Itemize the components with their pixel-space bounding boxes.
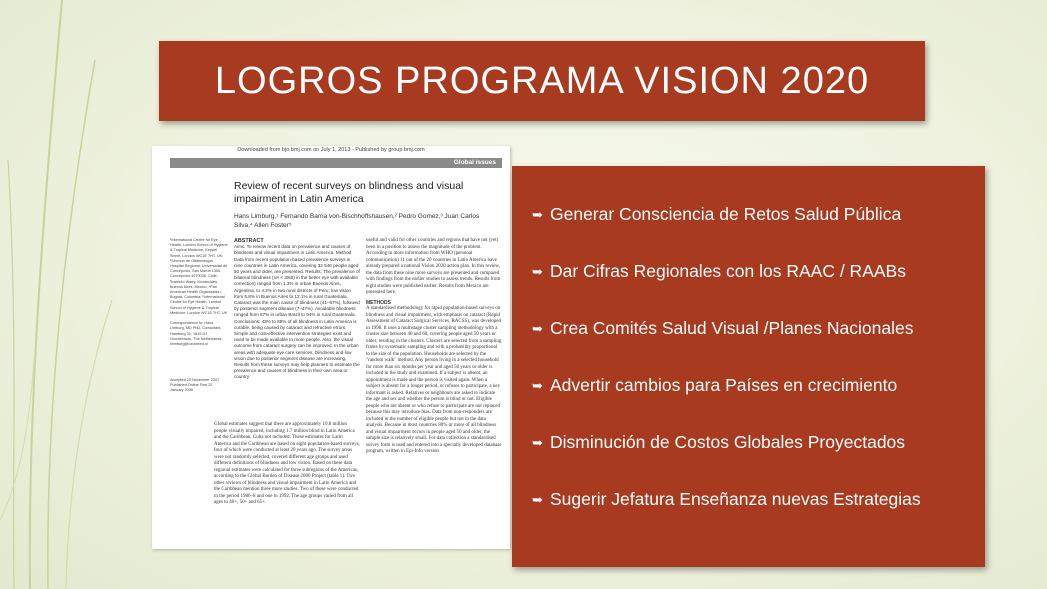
arrow-bullet-icon: ➥ [532,378,543,393]
arrow-bullet-icon: ➥ [532,492,543,507]
bullets-panel [512,166,985,567]
arrow-bullet-icon: ➥ [532,435,543,450]
paper-abstract [234,238,360,381]
paper-title: Review of recent surveys on blindness and visual impairment in Latin America [234,180,464,205]
bullet-item [532,375,897,396]
paper-accepted: Accepted 25 November 2007 Published Online First 22 January 2008 [170,378,220,393]
bullet-item [532,261,906,282]
paper-methods-heading: METHODS [366,299,391,306]
paper-body-right-2: A standardised methodology for rapid population-based surveys on blindness and visual impairment, with emphasis on cataract (Rapid Assessment of Cataract Surgical Services, RACSS), was developed in 1998. It uses a multistage cluster sampling methodology with a cluster size between 40 and 60, covering people aged 50 years or older, residing in the clusters. Clusters are selected from a sampling frame by systematic sampling and with a probability proportional to the size of the population. Households are selected by the "random walk" method. Any person living in a selected household for more than six months per year and aged 50 years or older is included in the study and examined. If a subject is absent, an appointment is made and the person is visited again. When a subject is absent for a longer period, or refuses to participate, a key informant is asked. Relatives or neighbours are asked to indicate the age and sex and whether the person is blind or not. Eligible people who are absent or who refuse to participate are not replaced because this may introduce bias. Data from non-responders are included in the number of eligible people but not in the data analysis. Because in most countries 80% or more of all blindness and visual impairment occurs in people aged 50 and older, the sample size is relatively small. For data collection a standardised survey form is used and entered into a specially developed database program, written in Epi-Info version [366,306,502,454]
paper-body-left: Global estimates suggest that there are approximately 10.8 million people visually impaired, including 1.7 million blind in Latin America and the Caribbean, Cuba not included. These estimates for Latin America and the Caribbean are based on eight population-based surveys, four of which were conducted at least 20 years ago. The survey areas were not randomly selected, covered different age groups and used different definitions of blindness and low vision. Based on these data regional estimates were calculated for three subregions of the Americas, according to the Global Burden of Disease 2000 Project (table 1). Two other reviews of blindness and visual impairment in Latin America and the Caribbean mention three more studies. Two of these were conducted in the period 1986–8 and one in 1992. The age groups varied from all ages to 40+, 50+ and 65+. [214,422,360,505]
title-banner [159,41,925,121]
bullet-item [532,489,921,510]
bullet-item [532,204,901,225]
bullet-text: Disminución de Costos Globales Proyectados [550,432,906,452]
arrow-bullet-icon: ➥ [532,264,543,279]
paper-abstract-text: Aims: To review recent data on prevalence and causes of blindness and visual impairment in Latin America. Method: Data from recent population-based prevalence surveys in nine countries in Latin America, covering 32 546 people aged 50 years and older, are presented. Results: The prevalence of bilateral blindness (VA < 3/60) in the better eye with available correction) ranged from 1.3% in urban Buenos Aires, Argentina, to 4.3% in two rural districts of Peru; low vision from 5.8% in Buenos Aires to 12.1% in rural Guatemala. Cataract was the main cause of blindness (41–67%), followed by posterior segment disease (7–47%). Avoidable blindness ranged from 67% in urban Brazil to 94% in rural Guatemala. Conclusions: 43% to 88% of all blindness in Latin America is curable, being caused by cataract and refractive errors. Simple and cost-effective intervention strategies exist and need to be made available to more people. Also, the visual outcome from cataract surgery can be improved. In the urban areas with adequate eye care services, blindness and low vision due to posterior segment disease are increasing. Results from these surveys may help planners to estimate the prevalence and causes of blindness in their own area or country. [234,244,360,380]
paper-body-right [366,238,502,456]
paper-correspondence: Correspondence to: Hans Limburg, MD PhD, Consultant, Hamburg 32, 1815 DJ Grootebroek, The Netherlands; hlimburg@ozobleed.nl [170,321,223,347]
bullet-item [532,432,905,453]
paper-affiliations-text: ¹International Centre for Eye Health, London School of Hygiene & Tropical Medicine, Keppel Street, London WC1E 7HT, UK; ²Servicio de Oftalmología, Hospital Regional, Universidad de Concepción, San Martín 1350, Concepción 4070038, Chile; ³Instituto Warry, Montevideo, Buenos Aires, Mexico; ⁴Pan American Health Organization, Bogotá, Colombia; ⁵International Centre for Eye Health, London School of Hygiene & Tropical Medicine, London WC1E 7HT, UK [170,238,228,315]
bullet-text: Advertir cambios para Países en crecimiento [550,375,898,395]
bullet-text: Dar Cifras Regionales con los RAAC / RAABs [550,261,906,281]
paper-image [152,146,510,549]
paper-section-bar [170,158,502,168]
decorative-lines [0,0,140,589]
slide-title: LOGROS PROGRAMA VISION 2020 [214,59,870,102]
paper-body-right-1: useful and valid for other countries and regions that have not (yet) been in a position to assess the magnitude of the problem. According to more information from WHO (personal communication) 11 out of the 20 countries in Latin America have already prepared a national Vision 2020 action plan. In this review, the data from these nine more surveys are presented and compared with findings from the earlier studies to assess trends. Results from eight studies were published earlier. Results from Mexico are presented here. [366,238,501,295]
paper-authors: Hans Limburg,¹ Fernando Barria von-Bischhoffshausen,² Pedro Gomez,³ Juan Carlos Silva,⁴ Allen Foster⁵ [234,213,480,229]
bullet-text: Sugerir Jefatura Enseñanza nuevas Estrategias [550,489,921,509]
bullet-text: Crea Comités Salud Visual /Planes Nacionales [550,318,914,338]
paper-affiliations [170,238,228,347]
bullet-item [532,318,913,339]
paper-download-line: Downloaded from bjo.bmj.com on July 1, 2013 - Published by group.bmj.com [237,147,425,153]
paper-abstract-heading: ABSTRACT [234,238,264,244]
paper-section-label: Global issues [453,159,496,166]
arrow-bullet-icon: ➥ [532,207,543,222]
bullet-text: Generar Consciencia de Retos Salud Pública [550,204,902,224]
arrow-bullet-icon: ➥ [532,321,543,336]
